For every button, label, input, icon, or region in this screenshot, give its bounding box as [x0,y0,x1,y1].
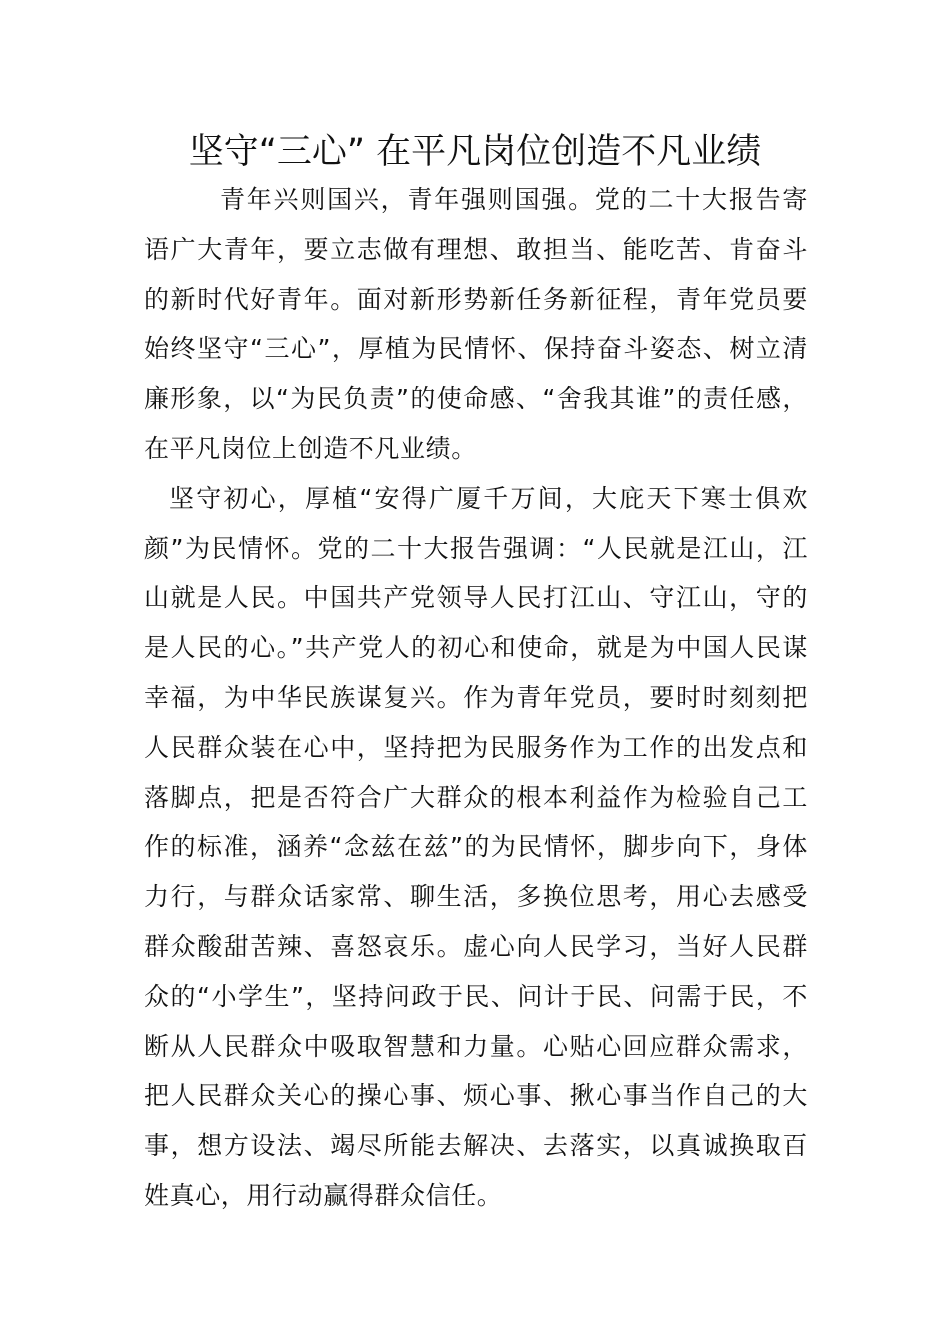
document-title: 坚守“三心” 在平凡岗位创造不凡业绩 [188,132,762,172]
paragraph-original-aspiration: 坚守初心，厚植“安得广厦千万间，大庇天下寒士俱欢颜”为民情怀。党的二十大报告强调：“人民就是江山，江山就是人民。中国共产党领导人民打江山、守江山，守的是人民的心。”共产党人的初心和使命，就是为中国人民谋幸福，为中华民族谋复兴。作为青年党员，要时时刻刻把人民群众装在心中，坚持把为民服务作为工作的出发点和落脚点，把是否符合广大群众的根本利益作为检验自己工作的标准，涵养“念兹在兹”的为民情怀，脚步向下，身体力行，与群众话家常、聊生活，多换位思考，用心去感受群众酸甜苦辣、喜怒哀乐。虚心向人民学习，当好人民群众的“小学生”，坚持问政于民、问计于民、问需于民，不断从人民群众中吸取智慧和力量。心贴心回应群众需求，把人民群众关心的操心事、烦心事、揪心事当作自己的大事，想方设法、竭尽所能去解决、去落实，以真诚换取百姓真心，用行动赢得群众信任。 [144,483,808,1210]
document-body [144,175,808,1221]
paragraph-intro: 青年兴则国兴，青年强则国强。党的二十大报告寄语广大青年，要立志做有理想、敢担当、能吃苦、肯奋斗的新时代好青年。面对新形势新任务新征程，青年党员要始终坚守“三心”，厚植为民情怀、保持奋斗姿态、树立清廉形象，以“为民负责”的使命感、“舍我其谁”的责任感，在平凡岗位上创造不凡业绩。 [144,185,808,463]
